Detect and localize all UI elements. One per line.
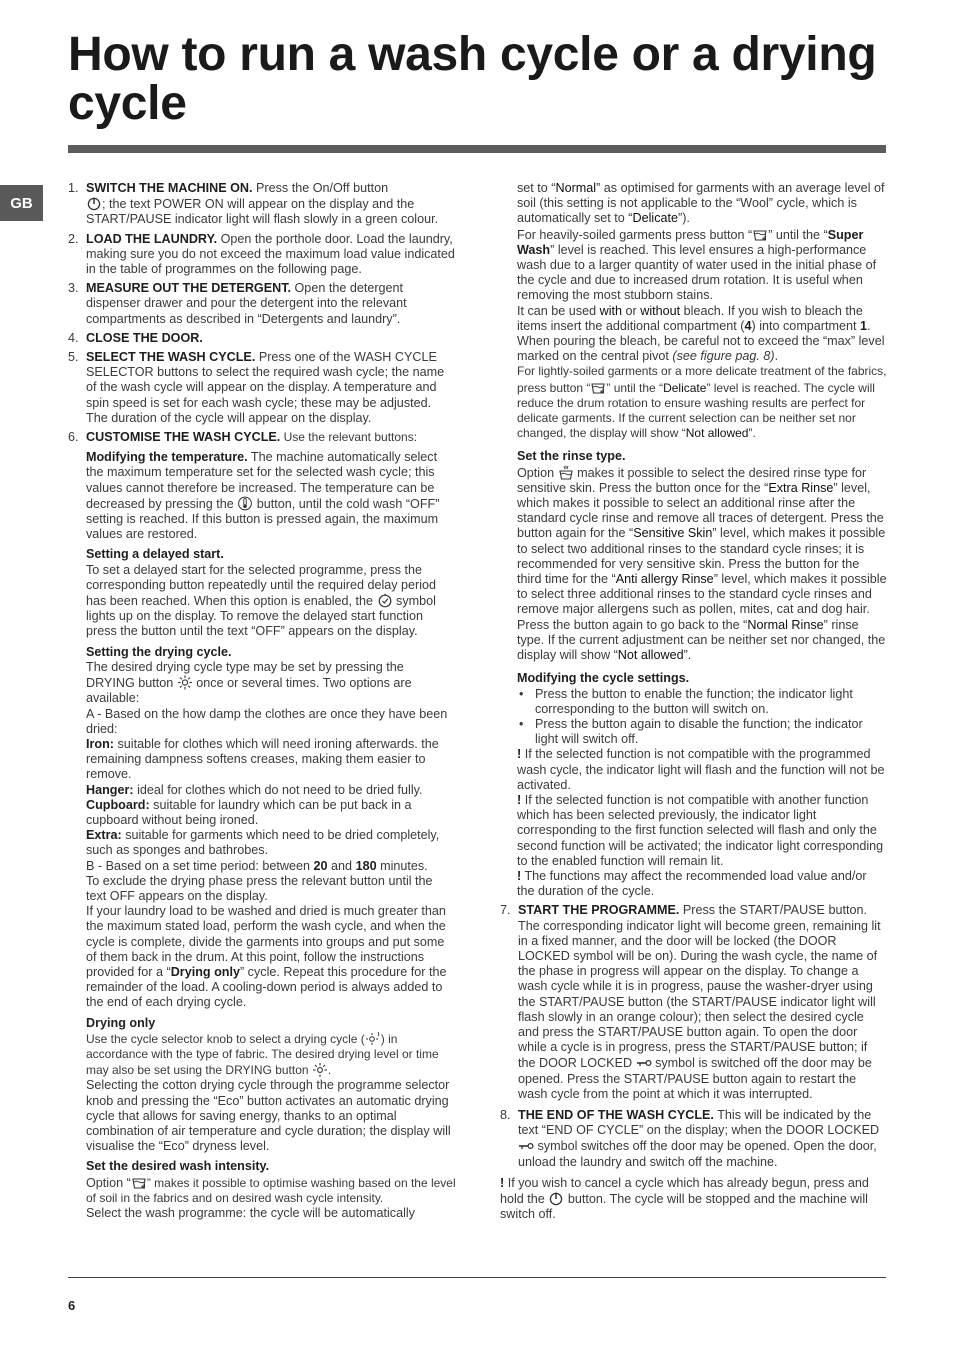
- footer-rule: [68, 1277, 886, 1278]
- drying-cycle-icon: [365, 1031, 381, 1046]
- step-heading: LOAD THE LAUNDRY.: [86, 231, 218, 246]
- thermometer-icon: [237, 496, 253, 511]
- list-item: • Press the button to enable the function; the indicator light corresponding to the button will switch on.: [519, 686, 853, 716]
- option-iron: Iron: suitable for clothes which will need ironing afterwards. the remaining dampness softens creases, making them easier to remove.: [86, 736, 439, 782]
- step-measure-detergent: 3. MEASURE OUT THE DETERGENT. Open the detergent dispenser drawer and pour the detergent into the relevant compartments as described in “Detergents and laundry”.: [68, 281, 407, 326]
- bleach-paragraph: It can be used with or without bleach. If you wish to bleach the items insert the additional compartment (4) into compartment 1. When pouring the bleach, be careful not to exceed the “max” level marked on the central pivot (see figure pag. 8).: [517, 303, 885, 364]
- step-heading: CLOSE THE DOOR.: [86, 330, 203, 345]
- intensity-continued: [517, 181, 887, 899]
- drying-sun-icon: [177, 675, 193, 690]
- delicate-paragraph: For lightly-soiled garments or a more delicate treatment of the fabrics, press button “ ” until the “Delicate” level is reached. The cycle will reduce the drum rotation to ensure washing results are perfect for delicate garments. If the current selection can be neither set nor changed, the display will show “Not allowed”.: [517, 364, 887, 441]
- language-tab: GB: [0, 185, 43, 221]
- title-rule: [68, 145, 886, 153]
- warning-note: ! If the selected function is not compatible with another function which has been selected previously, the indicator light corresponding to the first function selected will flash and only the second function will be activated; the indicator light corresponding to the enabled function will remain lit.: [517, 792, 884, 868]
- rinse-paragraph: Option makes it possible to select the desired rinse type for sensitive skin. Press the button once for the “Extra Rinse” level, which makes it possible to select an additional rinse after the standard cycle rinse and remove all traces of detergent. Press the button again for the “Sensitive Skin” level, which makes it possible to select two additional rinses to the standard cycle rinses; it is recommended for very sensitive skin. Press the button for the third time for the “Anti allergy Rinse” level, which makes it possible to select three additional rinses to the standard cycle rinses and remove major allergens such as pollen, mites, cat and dog hair. Press the button again to go back to the “Normal Rinse” rinse type. If the current adjustment can be neither set nor changed, the display will show “Not allowed”.: [517, 465, 887, 663]
- step-heading: SWITCH THE MACHINE ON.: [86, 181, 253, 195]
- delay-paragraph: To set a delayed start for the selected programme, press the corresponding button repeatedly until the required delay period has been reached. When this option is enabled, the symbol lights up on the display. To remove the delayed start function press the button until the text “OFF” appears on the display.: [86, 562, 437, 639]
- heavy-load-paragraph: If your laundry load to be washed and dried is much greater than the maximum stated load, perform the wash cycle, and when the cycle is complete, divide the garments into groups and put some of them back in the drum. At this point, follow the instructions provided for a “Drying only” cycle. Repeat this procedure for the remainder of the load. A cooling-down period is always added to the end of each drying cycle.: [86, 904, 447, 1010]
- settings-heading: Modifying the cycle settings.: [517, 671, 690, 686]
- step-switch-on: 1. SWITCH THE MACHINE ON. Press the On/Off button ; the text POWER ON will appear on the display and the START/PAUSE indicator light will flash slowly in a green colour.: [68, 181, 439, 227]
- rinse-icon: [558, 465, 574, 480]
- super-wash-paragraph: For heavily-soiled garments press button “ ” until the “Super Wash” level is reached. This level ensures a high-performance wash due to a larger quantity of water used in the initial phase of the cycle and due to increased drum rotation. It is useful when removing the most stubborn stains.: [517, 227, 877, 303]
- option-cupboard: Cupboard: suitable for laundry which can be put back in a cupboard without being ironed.: [86, 797, 412, 827]
- page-number: 6: [68, 1298, 76, 1313]
- step-end-cycle: 8. THE END OF THE WASH CYCLE. This will be indicated by the text “END OF CYCLE” on the display; when the DOOR LOCKED symbol switches off the door may be opened. Open the door, unload the laundry and switch off the machine.: [500, 1107, 880, 1169]
- step-close-door: 4. CLOSE THE DOOR.: [68, 330, 203, 345]
- delay-heading: Setting a delayed start.: [86, 547, 224, 562]
- intensity-paragraph: Option “ ” makes it possible to optimise washing based on the level of soil in the fabrics and on desired wash cycle intensity.: [86, 1175, 456, 1205]
- door-key-icon: [518, 1138, 534, 1153]
- drying-paragraph: The desired drying cycle type may be set by pressing the DRYING button once or several times. Two options are available:: [86, 659, 412, 706]
- option-hanger: Hanger: ideal for clothes which do not need to be dried fully.: [86, 782, 423, 797]
- option-a: A - Based on the how damp the clothes are once they have been dried:: [86, 706, 448, 736]
- step-heading: THE END OF THE WASH CYCLE.: [518, 1107, 714, 1122]
- option-b: B - Based on a set time period: between 20 and 180 minutes.: [86, 858, 428, 873]
- step-heading: START THE PROGRAMME.: [518, 903, 680, 918]
- wash-intensity-icon: [131, 1175, 147, 1190]
- wash-intensity-icon: [752, 227, 768, 242]
- normal-level-paragraph: set to “Normal” as optimised for garments with an average level of soil (this setting is not applicable to the “Wool” cycle, which is automatically set to “Delicate”).: [517, 181, 885, 226]
- exclude-drying: To exclude the drying phase press the relevant button until the text OFF appears on the display.: [86, 873, 433, 903]
- step-heading: CUSTOMISE THE WASH CYCLE.: [86, 430, 281, 445]
- delay-clock-icon: [377, 593, 393, 608]
- right-column: [500, 181, 887, 1222]
- warning-note: ! If the selected function is not compatible with the programmed wash cycle, the indicator light will flash and the function will not be activated.: [517, 747, 885, 792]
- cancel-cycle-note: ! If you wish to cancel a cycle which has already begun, press and hold the button. The cycle will be stopped and the machine will switch off.: [500, 1175, 869, 1222]
- step-heading: MEASURE OUT THE DETERGENT.: [86, 281, 292, 296]
- step-load-laundry: 2. LOAD THE LAUNDRY. Open the porthole door. Load the laundry, making sure you do not exceed the maximum load value indicated in the table of programmes on the following page.: [68, 231, 455, 277]
- left-column: [68, 181, 456, 1225]
- step-start-programme: 7. START THE PROGRAMME. Press the START/PAUSE button. The corresponding indicator light will become green, remaining lit in a fixed manner, and the door will be locked (the DOOR LOCKED symbol will be on). During the wash cycle, the name of the phase in progress will appear on the display. To change a wash cycle while it is in progress, pause the washer-dryer using the START/PAUSE button (the START/PAUSE indicator light will flash slowly in an orange colour); then select the desired cycle and press the START/PAUSE button again. To open the door while a cycle is in progress, press the START/PAUSE button; if the DOOR LOCKED symbol is switched off the door may be opened. Press the START/PAUSE button again to restart the wash cycle from the point at which it was interrupted.: [500, 903, 881, 1101]
- intensity-heading: Set the desired wash intensity.: [86, 1159, 270, 1174]
- option-extra: Extra: suitable for garments which need to be dried completely, such as sponges and bathrobes.: [86, 828, 440, 858]
- drying-heading: Setting the drying cycle.: [86, 644, 232, 659]
- drying-only-paragraph: Use the cycle selector knob to select a drying cycle ( ) in accordance with the type of fabric. The desired drying level or time may also be set using the DRYING button .: [86, 1031, 439, 1078]
- warning-note: ! The functions may affect the recommended load value and/or the duration of the cycle.: [517, 868, 867, 899]
- drying-only-heading: Drying only: [86, 1015, 156, 1030]
- rinse-heading: Set the rinse type.: [517, 449, 626, 464]
- eco-paragraph: Selecting the cotton drying cycle through the programme selector knob and pressing the “Eco” button activates an automatic drying cycle that allows for saving energy, thanks to an optimal combination of air temperature and cycle duration; the display will visualise the “Eco” dryness level.: [86, 1078, 451, 1154]
- drying-button-icon: [312, 1062, 328, 1077]
- page-title: How to run a wash cycle or a drying cycle: [68, 28, 877, 130]
- step-heading: SELECT THE WASH CYCLE.: [86, 350, 256, 365]
- step-select-cycle: 5. SELECT THE WASH CYCLE. Press one of the WASH CYCLE SELECTOR buttons to select the required wash cycle; the name of the wash cycle will appear on the display. A temperature and spin speed is set for each wash cycle; these may be adjusted. The duration of the cycle will appear on the display.: [68, 350, 445, 425]
- power-icon: [86, 196, 102, 211]
- temperature-paragraph: Modifying the temperature. The machine automatically select the maximum temperature set for the selected wash cycle; this values cannot therefore be increased. The temperature can be decreased by pressing the button, until the cold wash “OFF” setting is reached. If this button is pressed again, the maximum values are restored.: [86, 450, 440, 542]
- step-customise-cycle: 6. CUSTOMISE THE WASH CYCLE. Use the relevant buttons: Modifying the temperature. The machine automatically select the maximum temperature set for the selected wash cycle; this values cannot therefore be increased. The temperature can be decreased by pressing the button, until the cold wash “OFF” setting is reached. If this button is pressed again, the maximum values are restored. Setting a delayed start. To set a delayed start for the selected programme, press the corresponding button repeatedly until the required delay period has been reached. When this option is enabled, the symbol lights up on the display. To remove the delayed start function press the button until the text “OFF” appears on the display. Setting the drying cycle. The desired drying cycle type may be set by pressing the DRYING button once or several times. Two options are available: A - Based on the how damp the clothes are once they have been dried: Iron: suitable for clothes which will need ironing afterwards. the remaining dampness softens creases, making them easier to remove. Hanger: ideal for clothes which do not need to be dried fully. Cupboard: suitable for laundry which can be put back in a cupboard without being ironed. Extra: suitable for garments which need to be dried completely, such as sponges and bathrobes. B - Based on a set time period: between 20 and 180 minutes. To exclude the drying phase press the relevant button until the text OFF appears on the display. If your laundry load to be washed and dried is much greater than the maximum stated load, perform the wash cycle, and when the cycle is complete, divide the garments into groups and put some of them back in the drum. At this point, follow the instructions provided for a “Drying only” cycle. Repeat this procedure for the remainder of the load. A cooling-down period is always added to the end of each drying cycle. Drying only Use the cycle selector knob to select a drying cycle ( ) in accordance with the type of fabric. The desired drying level or time may also be set using the DRYING button . Selecting the cotton drying cycle through the programme selector knob and pressing the “Eco” button activates an automatic drying cycle that allows for saving energy, thanks to an optimal combination of air temperature and cycle duration; the display will visualise the “Eco” dryness level. Set the desired wash intensity. Option “ ” makes it possible to optimise washing based on the level of soil in the fabrics and on desired wash cycle intensity. Select the wash programme: the cycle will be automatically: [68, 430, 456, 1220]
- intensity-paragraph-cont: Select the wash programme: the cycle will be automatically: [86, 1206, 415, 1220]
- wash-intensity-icon: [590, 380, 606, 395]
- list-item: • Press the button again to disable the function; the indicator light will switch off.: [519, 716, 863, 747]
- power-icon: [548, 1191, 564, 1206]
- door-key-icon: [636, 1055, 652, 1070]
